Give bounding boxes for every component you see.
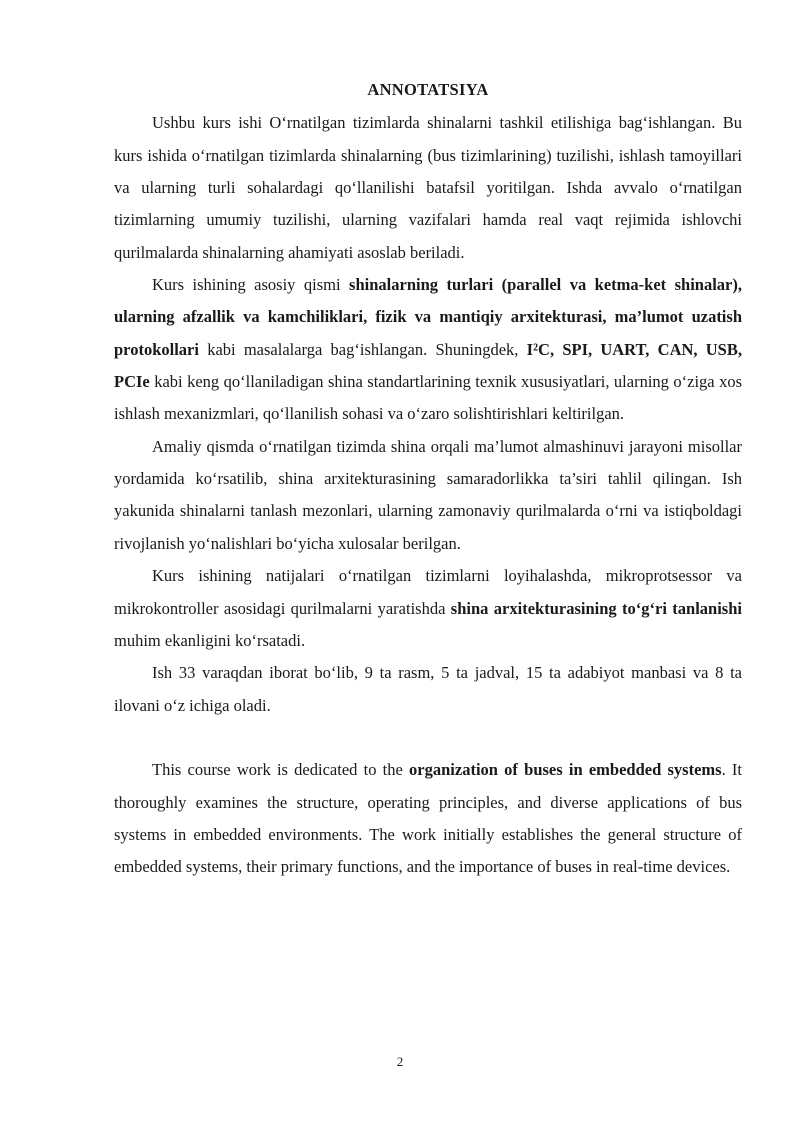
text-run: kabi masalalarga bag‘ishlangan. Shuningdek,: [198, 339, 527, 359]
paragraph-intro: [114, 107, 742, 269]
text-run: . It thoroughly examines the structure, operating principles, and diverse applications of bus systems in embedded environments. The work initially establishes the general structure of embedded systems, their primary functions, and the importance of buses in real-time devices.: [114, 760, 742, 877]
text-run: Ish 33 varaqdan iborat bo‘lib, 9 ta rasm, 5 ta jadval, 15 ta adabiyot manbasi va 8 ta ilovani o‘z ichiga oladi.: [114, 663, 742, 715]
bold-text-run: organization of buses in embedded systems: [409, 760, 722, 780]
paragraph-gap: [114, 722, 742, 754]
text-run: Kurs ishining asosiy qismi: [152, 275, 350, 295]
page-number: 2: [396, 1054, 404, 1069]
paragraph-main-part: [114, 269, 742, 431]
text-run: kabi keng qo‘llaniladigan shina standartlarining texnik xususiyatlari, ularning o‘ziga xos ishlash mexanizmlari, qo‘llanilish sohasi va o‘zaro solishtirishlari keltirilgan.: [114, 372, 742, 424]
paragraph-english: [114, 754, 742, 883]
page-content: [114, 74, 742, 884]
paragraph-volume: [114, 657, 742, 722]
text-run: Ushbu kurs ishi O‘rnatilgan tizimlarda shinalarni tashkil etilishiga bag‘ishlangan. Bu kurs ishida o‘rnatilgan tizimlarda shinalarning (bus tizimlarining) tuzilishi, ishlash tamoyillari va ularning turli sohalardagi qo‘llanilishi batafsil yoritilgan. Ishda avvalo o‘rnatilgan tizimlarning umumiy tuzilishi, ularning vazifalari hamda real vaqt rejimida ishlovchi qurilmalarda shinalarning ahamiyati asoslab beriladi.: [114, 113, 742, 262]
paragraph-results: [114, 560, 742, 657]
bold-text-run: shina arxitekturasining to‘g‘ri tanlanishi: [450, 598, 742, 618]
page-title: ANNOTATSIYA: [367, 80, 489, 99]
text-run: Kurs ishining natijalari o‘rnatilgan tizimlarni loyihalashda, mikroprotsessor va mikrokontroller asosidagi qurilmalarni yaratishda: [114, 566, 742, 618]
bold-text-run: shinalarning turlari (parallel va ketma-ket shinalar), ularning afzallik va kamchiliklari, fizik va mantiqiy arxitekturasi, ma’lumot uzatish protokollari: [114, 275, 742, 359]
text-run: This course work is dedicated to the: [152, 760, 410, 780]
paragraph-practical-part: [114, 431, 742, 560]
text-run: muhim ekanligini ko‘rsatadi.: [114, 630, 306, 650]
bold-text-run: I²C, SPI, UART, CAN, USB, PCIe: [114, 339, 742, 392]
text-run: Amaliy qismda o‘rnatilgan tizimda shina orqali ma’lumot almashinuvi jarayoni misollar yordamida ko‘rsatilib, shina arxitekturasining samaradorlikka ta’siri tahlil qilingan. Ish yakunida shinalarni tanlash mezonlari, ularning zamonaviy qurilmalarda o‘rni va istiqboldagi rivojlanish yo‘nalishlari bo‘yicha xulosalar berilgan.: [114, 436, 742, 553]
